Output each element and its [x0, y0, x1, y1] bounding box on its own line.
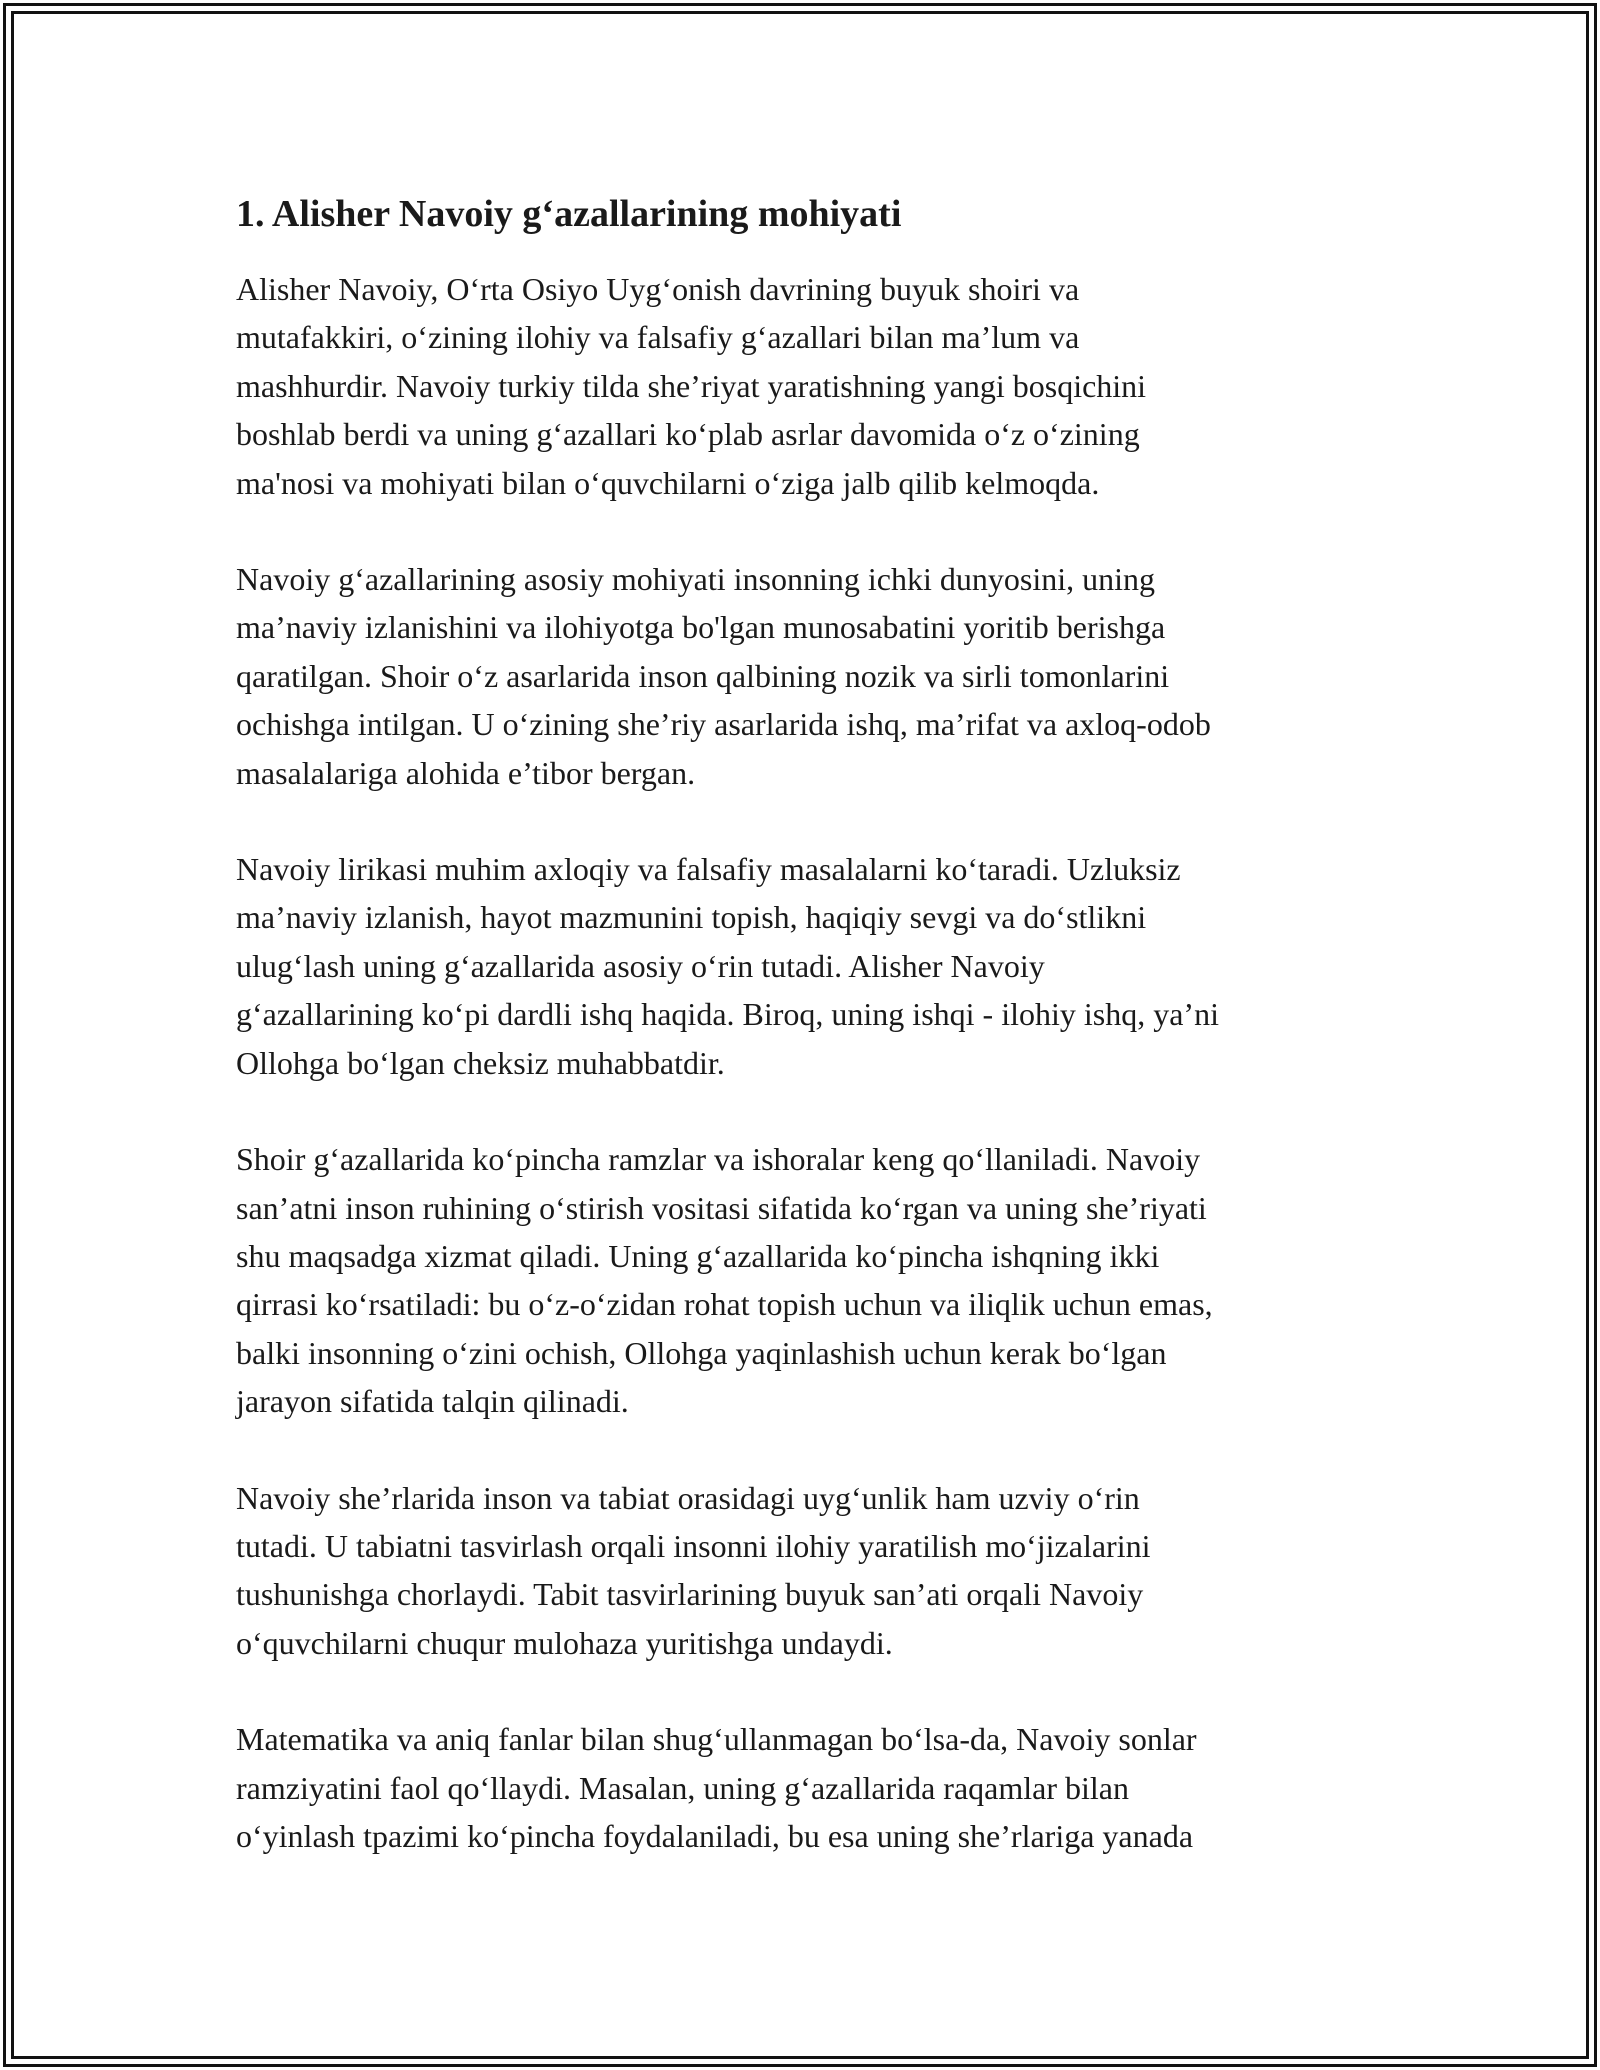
text-line: o‘yinlash tpazimi ko‘pincha foydalaniladi, bu esa uning she’rlariga yanada [236, 1817, 1194, 1854]
text-line: qirrasi ko‘rsatiladi: bu o‘z-o‘zidan rohat topish uchun va iliqlik uchun emas, [236, 1286, 1213, 1323]
paragraph-3 [236, 845, 1366, 1087]
text-line: Shoir g‘azallarida ko‘pincha ramzlar va ishoralar keng qo‘llaniladi. Navoiy [236, 1141, 1201, 1178]
section-heading: 1. Alisher Navoiy g‘azallarining mohiyati [236, 193, 902, 235]
text-line: ma’naviy izlanish, hayot mazmunini topish, haqiqiy sevgi va do‘stlikni [236, 899, 1147, 936]
text-line: tushunishga chorlaydi. Tabit tasvirlarining buyuk san’ati orqali Navoiy [236, 1576, 1144, 1613]
paragraph-1 [236, 265, 1366, 507]
paragraph-5 [236, 1474, 1366, 1668]
text-line: Navoiy lirikasi muhim axloqiy va falsafiy masalalarni ko‘taradi. Uzluksiz [236, 851, 1181, 888]
text-line: ochishga intilgan. U o‘zining she’riy asarlarida ishq, ma’rifat va axloq-odob [236, 706, 1211, 743]
text-line: Matematika va aniq fanlar bilan shug‘ullanmagan bo‘lsa-da, Navoiy sonlar [236, 1721, 1197, 1758]
text-line: Alisher Navoiy, O‘rta Osiyo Uyg‘onish davrining buyuk shoiri va [236, 271, 1080, 307]
text-line: tutadi. U tabiatni tasvirlash orqali insonni ilohiy yaratilish mo‘jizalarini [236, 1527, 1151, 1564]
text-line: san’atni inson ruhining o‘stirish vositasi sifatida ko‘rgan va uning she’riyati [236, 1189, 1207, 1226]
text-line: ulug‘lash uning g‘azallarida asosiy o‘rin tutadi. Alisher Navoiy [236, 947, 1045, 984]
text-line: Navoiy she’rlarida inson va tabiat orasidagi uyg‘unlik ham uzviy o‘rin [236, 1479, 1140, 1516]
document-body [236, 185, 1366, 1908]
text-line: ma'nosi va mohiyati bilan o‘quvchilarni o‘ziga jalb qilib kelmoqda. [236, 464, 1100, 501]
text-line: g‘azallarining ko‘pi dardli ishq haqida. Biroq, uning ishqi - ilohiy ishq, ya’ni [236, 996, 1219, 1033]
text-line: shu maqsadga xizmat qiladi. Uning g‘azallarida ko‘pincha ishqning ikki [236, 1237, 1160, 1274]
text-line: Navoiy g‘azallarining asosiy mohiyati insonning ichki dunyosini, uning [236, 561, 1155, 598]
text-line: jarayon sifatida talqin qilinadi. [236, 1383, 629, 1420]
text-line: balki insonning o‘zini ochish, Ollohga yaqinlashish uchun kerak bo‘lgan [236, 1334, 1167, 1371]
text-line: boshlab berdi va uning g‘azallari ko‘plab asrlar davomida o‘z o‘zining [236, 416, 1140, 453]
paragraph-4 [236, 1135, 1366, 1425]
paragraph-list [236, 265, 1366, 1860]
text-line: qaratilgan. Shoir o‘z asarlarida inson qalbining nozik va sirli tomonlarini [236, 657, 1170, 694]
text-line: Ollohga bo‘lgan cheksiz muhabbatdir. [236, 1044, 725, 1081]
text-line: ramziyatini faol qo‘llaydi. Masalan, uning g‘azallarida raqamlar bilan [236, 1769, 1129, 1806]
text-line: ma’naviy izlanishini va ilohiyotga bo'lgan munosabatini yoritib berishga [236, 609, 1166, 646]
text-line: masalalariga alohida e’tibor bergan. [236, 754, 696, 791]
paragraph-2 [236, 555, 1366, 797]
text-line: mashhurdir. Navoiy turkiy tilda she’riyat yaratishning yangi bosqichini [236, 367, 1147, 404]
paragraph-6 [236, 1715, 1366, 1860]
text-line: o‘quvchilarni chuqur mulohaza yuritishga undaydi. [236, 1624, 893, 1661]
text-line: mutafakkiri, o‘zining ilohiy va falsafiy g‘azallari bilan ma’lum va [236, 319, 1080, 356]
